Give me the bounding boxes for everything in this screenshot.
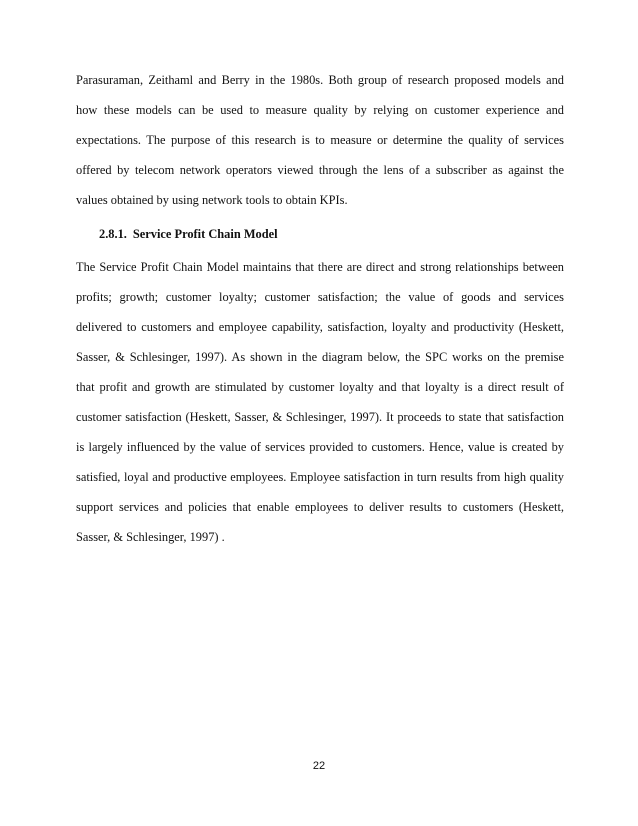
- paragraph2-line-2: profits; growth; customer loyalty; customer satisfaction; the value of goods and services: [76, 290, 564, 304]
- paragraph2-line-3: delivered to customers and employee capability, satisfaction, loyalty and productivity (Heskett,: [76, 320, 564, 334]
- paragraph1-line-5: values obtained by using network tools to obtain KPIs.: [76, 193, 348, 207]
- page-number: 22: [312, 760, 326, 772]
- paragraph1-line-4: offered by telecom network operators viewed through the lens of a subscriber as against the: [76, 163, 564, 177]
- section-number: 2.8.1.: [99, 227, 127, 241]
- paragraph2-line-8: satisfied, loyal and productive employees. Employee satisfaction in turn results from high quality: [76, 470, 564, 484]
- section-title: Service Profit Chain Model: [132, 227, 278, 241]
- paragraph2-line-1: The Service Profit Chain Model maintains that there are direct and strong relationships between: [76, 260, 564, 274]
- paragraph2-line-10: Sasser, & Schlesinger, 1997) .: [76, 530, 225, 544]
- paragraph1-line-3: expectations. The purpose of this research is to measure or determine the quality of services: [76, 133, 564, 147]
- section-heading: [99, 226, 278, 242]
- paragraph2-line-5: that profit and growth are stimulated by customer loyalty and that loyalty is a direct result of: [76, 380, 564, 394]
- paragraph2-line-4: Sasser, & Schlesinger, 1997). As shown in the diagram below, the SPC works on the premise: [76, 350, 564, 364]
- paragraph2-line-6: customer satisfaction (Heskett, Sasser, & Schlesinger, 1997). It proceeds to state that satisfaction: [76, 410, 564, 424]
- paragraph1-line-2: how these models can be used to measure quality by relying on customer experience and: [76, 103, 564, 117]
- paragraph2-line-9: support services and policies that enable employees to deliver results to customers (Heskett,: [76, 500, 564, 514]
- paragraph2-line-7: is largely influenced by the value of services provided to customers. Hence, value is created by: [76, 440, 564, 454]
- paragraph1-line-1: Parasuraman, Zeithaml and Berry in the 1980s. Both group of research proposed models and: [76, 73, 564, 87]
